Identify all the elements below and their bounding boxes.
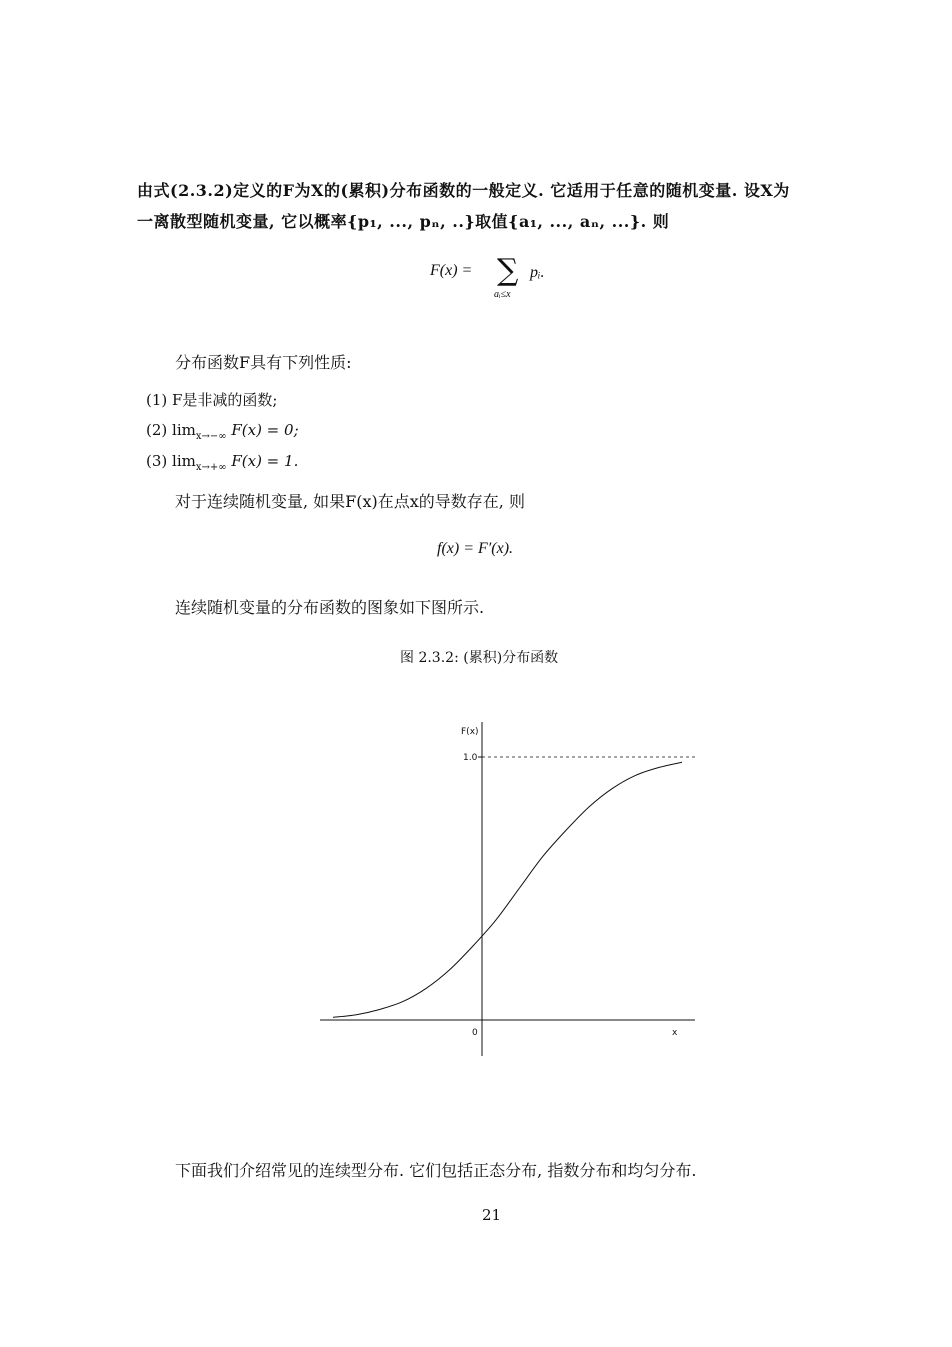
y-axis-label: F(x) <box>461 727 479 737</box>
property-3-lim: (3) lim <box>146 452 196 470</box>
x-axis-label: x <box>672 1028 678 1038</box>
equation-1 <box>430 253 590 308</box>
x-tick-label-0: 0 <box>472 1028 478 1038</box>
page-number: 21 <box>482 1206 502 1224</box>
y-tick-label-1: 1.0 <box>463 753 478 763</box>
equation-1-sum-symbol: ∑ <box>497 253 519 288</box>
paragraph-4: 连续随机变量的分布函数的图象如下图所示. <box>175 598 485 617</box>
property-3-subscript: x→+∞ <box>195 462 227 473</box>
property-2-subscript: x→−∞ <box>195 431 227 442</box>
property-3 <box>146 452 298 473</box>
property-2-rest: F(x) = 0; <box>226 421 299 439</box>
equation-1-rhs: pᵢ. <box>530 264 545 281</box>
paragraph-5: 下面我们介绍常见的连续型分布. 它们包括正态分布, 指数分布和均匀分布. <box>175 1161 697 1180</box>
property-3-rest: F(x) = 1. <box>226 452 299 470</box>
property-2-lim: (2) lim <box>146 421 196 439</box>
paragraph-1-line-1: 由式(2.3.2)定义的F为X的(累积)分布函数的一般定义. 它适用于任意的随机变量. 设X为 <box>137 181 790 200</box>
paragraph-1-line-2: 一离散型随机变量, 它以概率{p₁, ..., pₙ, ..}取值{a₁, ..., aₙ, ...}. 则 <box>137 212 670 231</box>
equation-1-lhs: F(x) = <box>430 262 473 279</box>
equation-2: f(x) = F′(x). <box>437 540 514 557</box>
equation-1-subscript: aᵢ≤x <box>494 289 511 300</box>
property-2 <box>146 421 299 442</box>
paragraph-2: 分布函数F具有下列性质: <box>175 353 352 372</box>
cdf-curve <box>333 762 682 1017</box>
figure-caption: 图 2.3.2: (累积)分布函数 <box>400 650 559 666</box>
paragraph-3: 对于连续随机变量, 如果F(x)在点x的导数存在, 则 <box>175 492 525 511</box>
property-1: (1) F是非减的函数; <box>146 391 278 409</box>
